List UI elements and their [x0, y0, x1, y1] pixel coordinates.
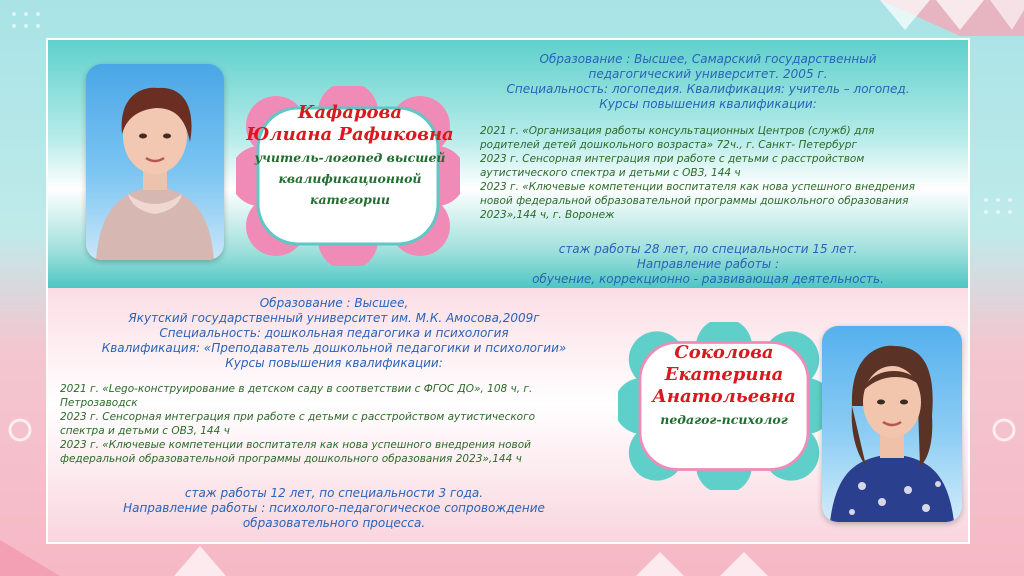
person2-courses-title: Курсы повышения квалификации:	[225, 356, 443, 370]
person2-courses	[60, 382, 608, 466]
portrait-photo-2	[822, 326, 962, 522]
person2-given-name: Екатерина	[664, 364, 784, 385]
person2-role: педагог-психолог	[660, 412, 788, 427]
person1-course3-line3: 2023»,144 ч, г. Воронеж	[480, 209, 615, 221]
person2-experience-block	[54, 486, 614, 531]
person1-course2-line1: 2023 г. Сенсорная интеграция при работе с детьми с расстройством	[480, 153, 865, 165]
person1-experience-block	[468, 242, 948, 287]
person1-experience: стаж работы 28 лет, по специальности 15 лет.	[558, 242, 858, 256]
portrait-1-image	[86, 64, 224, 260]
portrait-photo-1	[86, 64, 224, 260]
person2-course3-line2: федеральной образовательной программы дошкольного образования 2023»,144 ч	[60, 453, 522, 465]
person2-course3-line1: 2023 г. «Ключевые компетенции воспитателя как нова успешного внедрения новой	[60, 439, 531, 451]
person2-qualification: Квалификация: «Преподаватель дошкольной педагогики и психологии»	[101, 341, 567, 355]
person1-specialty: Специальность: логопедия. Квалификация: учитель – логопед.	[506, 82, 910, 96]
person2-direction-line1: Направление работы : психолого-педагогическое сопровождение	[123, 501, 545, 515]
person1-course3-line1: 2023 г. «Ключевые компетенции воспитателя как нова успешного внедрения	[480, 181, 915, 193]
person2-course2-line1: 2023 г. Сенсорная интеграция при работе с детьми с расстройством аутистического	[60, 411, 536, 423]
plaque-2-text	[624, 342, 824, 429]
person1-course3-line2: новой федеральной образовательной программы дошкольного образования	[480, 195, 909, 207]
person1-direction-title: Направление работы :	[636, 257, 780, 271]
person2-direction-line2: образовательного процесса.	[242, 516, 426, 530]
person1-education	[468, 52, 948, 112]
person1-courses	[480, 124, 968, 222]
person2-specialty: Специальность: дошкольная педагогика и психология	[159, 326, 509, 340]
person1-courses-title: Курсы повышения квалификации:	[599, 97, 817, 111]
person2-experience: стаж работы 12 лет, по специальности 3 года.	[184, 486, 484, 500]
person1-course1-line1: 2021 г. «Организация работы консультационных Центров (служб) для	[480, 125, 875, 137]
person1-role-line1: учитель-логопед высшей	[254, 150, 446, 165]
person1-role-line2: квалификационной	[278, 171, 422, 186]
person2-education	[54, 296, 614, 371]
person1-course1-line2: родителей детей дошкольного возраста» 72ч., г. Санкт- Петербург	[480, 139, 857, 151]
person2-education-line1: Образование : Высшее,	[259, 296, 409, 310]
portrait-2-image	[822, 326, 962, 522]
person1-education-line2: педагогический университет. 2005 г.	[588, 67, 828, 81]
person2-course1-line1: 2021 г. «Lego-конструирование в детском саду в соответствии с ФГОС ДО», 108 ч, г.	[60, 383, 533, 395]
person1-direction: обучение, коррекционно - развивающая деятельность.	[532, 272, 884, 286]
person1-surname: Кафарова	[297, 102, 402, 123]
plaque-1-text	[246, 102, 454, 209]
person2-surname: Соколова	[674, 342, 774, 363]
person1-given-name: Юлиана Рафиковна	[246, 124, 454, 145]
person1-course2-line2: аутистического спектра и детьми с ОВЗ, 144 ч	[480, 167, 741, 179]
person1-role-line3: категории	[309, 192, 391, 207]
person1-education-line1: Образование : Высшее, Самарский государственный	[539, 52, 877, 66]
person2-course2-line2: спектра и детьми с ОВЗ, 144 ч	[60, 425, 230, 437]
content-frame	[46, 38, 970, 544]
person2-education-line2: Якутский государственный университет им. М.К. Амосова,2009г	[128, 311, 540, 325]
person2-patronymic: Анатольевна	[652, 386, 796, 407]
person2-course1-line2: Петрозаводск	[60, 397, 138, 409]
